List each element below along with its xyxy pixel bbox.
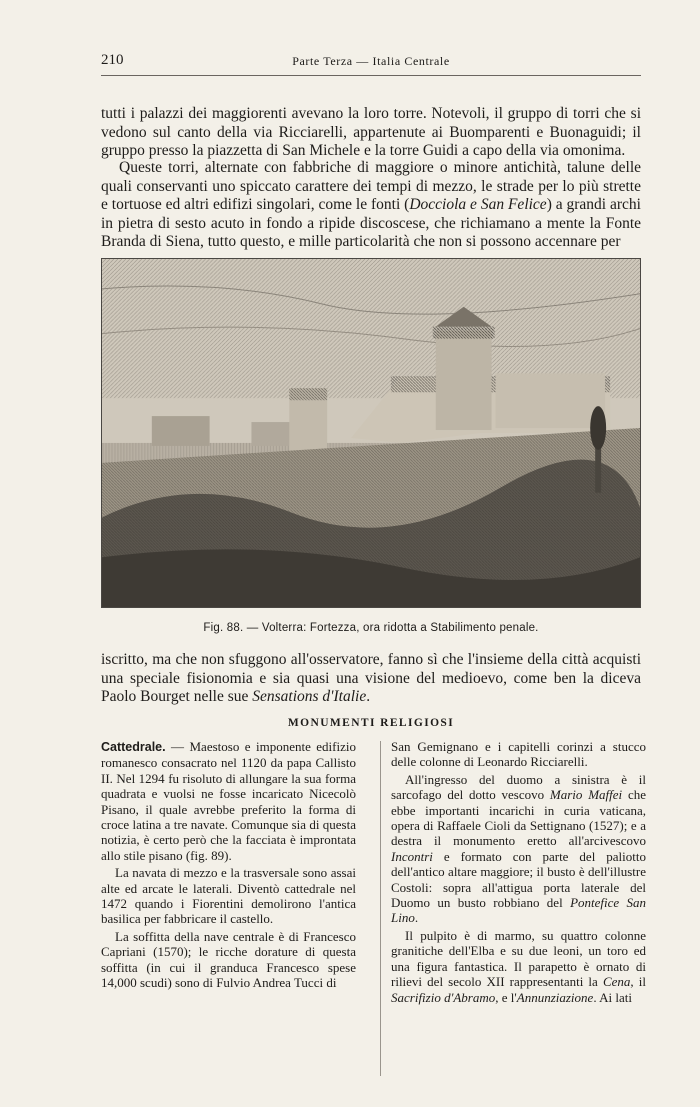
figure-caption: Fig. 88. — Volterra: Fortezza, ora ridotta a Stabilimento penale.: [203, 622, 539, 634]
left-column: [101, 739, 356, 993]
soffitta-paragraph: La soffitta della nave centrale è di Francesco Capriani (1570); le ricche dorature di questa soffitta (in cui il granduca Francesco spese 14,000 scudi) sono di Fulvio Andrea Tucci di: [101, 928, 356, 991]
cattedrale-paragraph: Cattedrale. — Maestoso e imponente edifizio romanesco consacrato nel 1120 da papa Callisto II. Nel 1294 fu risoluto di allungare la sua forma quadrata e vuolsi ne fosse incaricato Nicecolò Pisano, il quale avrebbe preferito la forma di croce latina a tre navate. Comunque sia di questa notizia, è certo però che la facciata è improntata allo stile pisano (fig. 89).: [101, 739, 356, 863]
continuation-paragraph: iscritto, ma che non sfuggono all'osservatore, fanno sì che l'insieme della città acquisti una speciale fisionomia e sia quasi una visione del medioevo, come ben la diceva Paolo Bourget nelle sue Sensations d'Italie.: [101, 651, 641, 705]
running-head: Parte Terza — Italia Centrale: [292, 54, 450, 68]
navata-paragraph: La navata di mezzo e la trasversale sono assai alte ed arcate le laterali. Diventò cattedrale nel 1472 quando i Fiorentini demolirono l'antica basilica per fabbricare il castello.: [101, 865, 356, 927]
pulpito-paragraph: Il pulpito è di marmo, su quattro colonne granitiche dell'Elba e su due leoni, un toro ed una figura fantastica. Il parapetto è ornato di rilievi del secolo XII rappresentanti la Cena, il Sacrifizio d'Abramo, e l'Annunziazione. Ai lati: [391, 927, 646, 1005]
intro-paragraph-2: Queste torri, alternate con fabbriche di maggiore o minore antichità, talune delle quali conservanti uno spiccato carattere dei tempi di mezzo, le strade per lo più strette e tortuose ed altri edifizi singolari, come le fonti (Docciola e San Felice) a grandi archi in pietra di sesto acuto in fondo a ripide discoscese, che richiamano a mente la Fonte Branda di Siena, tutto questo, e mille particolarità che non si possono accennare per: [101, 159, 641, 250]
page-number: 210: [101, 52, 124, 68]
page-header: [101, 50, 641, 76]
fortress-engraving: [101, 258, 641, 608]
sarcofago-paragraph: All'ingresso del duomo a sinistra è il sarcofago del dotto vescovo Mario Maffei che ebbe importanti incarichi in curia vaticana, opera di Raffaele Cioli da Settignano (1527); e a destra il monumento eretto all'arcivescovo Incontri e formato con parte del paliotto dell'antico altare maggiore; il busto è dell'illustre Costoli: sopra all'attigua porta laterale del Duomo un busto robbiano del Pontefice San Lino.: [391, 771, 647, 926]
right-column: [391, 739, 646, 1007]
sensations-title: Sensations d'Italie: [252, 688, 367, 705]
gemignano-paragraph: San Gemignano e i capitelli corinzi a stucco delle colonne di Leonardo Ricciarelli.: [391, 739, 646, 770]
fortress-illustration: [102, 259, 640, 607]
keep-tower: [436, 331, 492, 430]
fonti-names: Docciola e San Felice: [409, 196, 547, 213]
header-rule: [101, 75, 641, 76]
cattedrale-heading: Cattedrale.: [101, 740, 166, 754]
column-divider: [380, 741, 381, 1076]
section-heading: MONUMENTI RELIGIOSI: [287, 717, 455, 729]
distant-building: [152, 416, 210, 446]
intro-paragraph-1: tutti i palazzi dei maggiorenti avevano la loro torre. Notevoli, il gruppo di torri che si vedono sul canto della via Ricciarelli, appartenute ai Buomparenti e Buonaguidi; il gruppo presso la piazzetta di San Michele e la torre Guidi a capo della via omonima.: [101, 105, 641, 159]
